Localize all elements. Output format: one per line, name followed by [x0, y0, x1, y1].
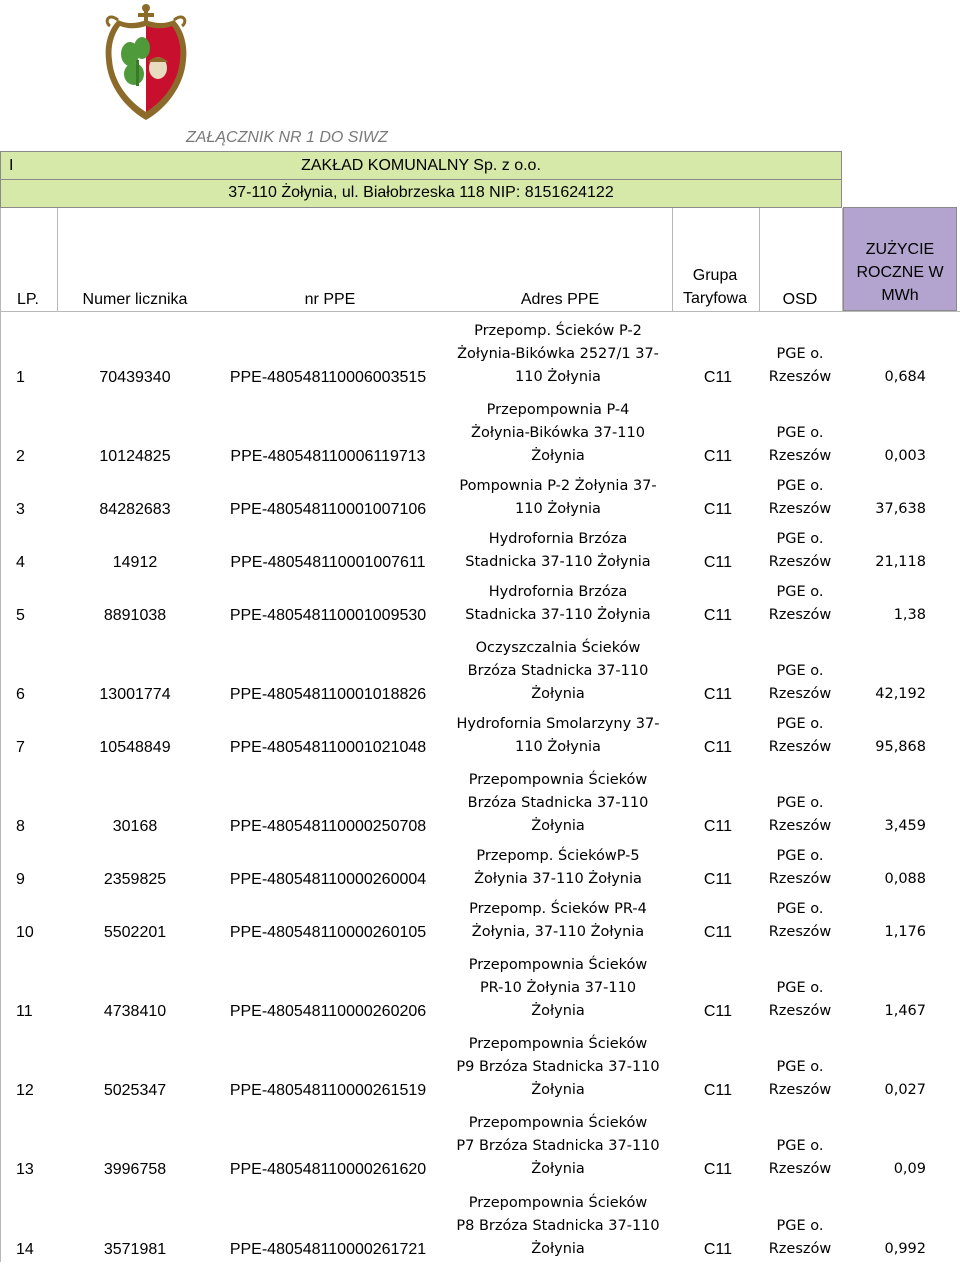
row-osd-line: Rzeszów: [768, 818, 832, 834]
row-lp: 6: [16, 686, 25, 703]
row-address-line: P9 Brzóza Stadnicka 37-110: [456, 1059, 660, 1075]
row-address-line: Żołynia-Bikówka 2527/1 37-: [457, 346, 659, 362]
section-number: I: [9, 157, 14, 174]
row-address-line: Żołynia: [531, 1241, 585, 1257]
row-osd-line: PGE o.: [776, 848, 824, 864]
row-address-line: Przepompownia Ścieków: [468, 1036, 648, 1052]
row-address-line: 110 Żołynia: [515, 501, 601, 517]
row-address-line: Przepomp. Ścieków P-2: [474, 323, 642, 339]
row-usage: 0,027: [884, 1082, 926, 1098]
row-meter-number: 8891038: [103, 607, 167, 624]
row-address-line: PR-10 Żołynia 37-110: [479, 980, 637, 996]
row-osd: [760, 1215, 840, 1261]
row-address-line: Żołynia: [531, 686, 585, 702]
row-lp: 5: [16, 607, 25, 624]
row-lp: 10: [16, 924, 34, 941]
row-meter-number: 14912: [112, 554, 158, 571]
row-address-line: Przepompownia Ścieków: [468, 957, 648, 973]
row-lp: 11: [16, 1003, 33, 1020]
row-ppe-number: PPE-480548110001021048: [229, 739, 427, 756]
row-meter-number: 3996758: [103, 1161, 167, 1178]
row-tariff: C11: [703, 448, 732, 465]
row-lp: 9: [16, 871, 25, 888]
row-usage: 95,868: [875, 739, 926, 755]
row-osd-line: PGE o.: [776, 1059, 824, 1075]
row-address-line: Stadnicka 37-110 Żołynia: [465, 607, 651, 623]
row-osd-line: Rzeszów: [768, 1003, 832, 1019]
row-usage: 0,003: [884, 448, 926, 464]
row-ppe-number: PPE-480548110000261620: [229, 1161, 427, 1178]
col-usage-line2: ROCZNE W: [856, 264, 944, 281]
row-lp: 14: [16, 1241, 34, 1258]
row-osd-line: PGE o.: [776, 980, 824, 996]
row-osd-line: Rzeszów: [768, 501, 832, 517]
row-ppe-number: PPE-480548110000260004: [229, 871, 427, 888]
row-osd-line: PGE o.: [776, 716, 824, 732]
row-tariff: C11: [703, 1241, 732, 1258]
row-osd-line: Rzeszów: [768, 871, 832, 887]
row-address-line: Przepomp. Ścieków PR-4: [469, 901, 647, 917]
row-osd-line: Rzeszów: [768, 1161, 832, 1177]
row-usage: 1,467: [884, 1003, 926, 1019]
row-osd-line: Rzeszów: [768, 686, 832, 702]
col-tariff-line2: Taryfowa: [682, 290, 748, 307]
row-tariff: C11: [703, 369, 732, 386]
row-tariff: C11: [703, 686, 732, 703]
row-usage: 1,176: [884, 924, 926, 940]
row-tariff: C11: [703, 607, 732, 624]
col-usage-line3: MWh: [881, 287, 919, 304]
col-meter: Numer licznika: [82, 291, 188, 308]
row-osd-line: PGE o.: [776, 346, 824, 362]
row-address-line: Żołynia: [531, 448, 585, 464]
row-ppe-number: PPE-480548110001009530: [229, 607, 427, 624]
row-usage: 37,638: [875, 501, 926, 517]
row-address-line: Przepompownia Ścieków: [468, 1195, 648, 1211]
row-address-line: Żołynia-Bikówka 37-110: [471, 425, 645, 441]
row-tariff: C11: [703, 1082, 732, 1099]
row-meter-number: 2359825: [103, 871, 167, 888]
row-address-line: Brzóza Stadnicka 37-110: [467, 663, 649, 679]
row-address-line: Stadnicka 37-110 Żołynia: [465, 554, 651, 570]
row-tariff: C11: [703, 554, 732, 571]
row-address-line: Przepompownia P-4: [486, 402, 630, 418]
row-meter-number: 5025347: [103, 1082, 167, 1099]
row-osd-line: Rzeszów: [768, 448, 832, 464]
row-meter-number: 3571981: [103, 1241, 167, 1258]
row-address-line: Brzóza Stadnicka 37-110: [467, 795, 649, 811]
row-ppe-number: PPE-480548110001007611: [230, 554, 426, 571]
row-osd-line: PGE o.: [776, 663, 824, 679]
row-ppe-number: PPE-480548110000260206: [229, 1003, 427, 1020]
row-usage: 0,088: [884, 871, 926, 887]
row-address-line: P8 Brzóza Stadnicka 37-110: [456, 1218, 660, 1234]
row-lp: 2: [16, 448, 25, 465]
row-meter-number: 10124825: [99, 448, 171, 465]
row-osd-line: Rzeszów: [768, 607, 832, 623]
col-address: Adres PPE: [520, 291, 600, 308]
row-lp: 1: [16, 369, 25, 386]
row-meter-number: 84282683: [99, 501, 171, 518]
company-address: 37-110 Żołynia, ul. Białobrzeska 118 NIP: 8151624122: [228, 184, 614, 201]
row-ppe-number: PPE-480548110001007106: [229, 501, 427, 518]
row-tariff: C11: [703, 871, 732, 888]
row-usage: 3,459: [884, 818, 926, 834]
row-address-line: 110 Żołynia: [515, 739, 601, 755]
row-meter-number: 10548849: [99, 739, 171, 756]
row-address-line: Żołynia: [531, 1082, 585, 1098]
row-ppe-number: PPE-480548110006119713: [230, 448, 426, 465]
row-tariff: C11: [703, 739, 732, 756]
row-address-line: Oczyszczalnia Ścieków: [475, 640, 641, 656]
row-osd-line: PGE o.: [776, 1218, 824, 1234]
row-ppe-number: PPE-480548110000261721: [229, 1241, 427, 1258]
col-ppe: nr PPE: [304, 291, 356, 308]
col-lp: LP.: [17, 291, 39, 308]
row-meter-number: 30168: [112, 818, 158, 835]
row-usage: 0,09: [893, 1161, 926, 1177]
row-meter-number: 5502201: [103, 924, 167, 941]
row-tariff: C11: [703, 924, 732, 941]
row-osd-line: PGE o.: [776, 425, 824, 441]
col-tariff-line1: Grupa: [692, 267, 738, 284]
row-osd-line: PGE o.: [776, 901, 824, 917]
row-ppe-number: PPE-480548110006003515: [229, 369, 427, 386]
row-address-line: Hydrofornia Brzóza: [488, 531, 628, 547]
row-address-line: Hydrofornia Smolarzyny 37-: [456, 716, 660, 732]
row-ppe-number: PPE-480548110000260105: [229, 924, 427, 941]
row-address-line: Przepompownia Ścieków: [468, 772, 648, 788]
row-lp: 4: [16, 554, 25, 571]
row-address-line: 110 Żołynia: [515, 369, 601, 385]
row-osd-line: Rzeszów: [768, 1082, 832, 1098]
row-osd-line: PGE o.: [776, 795, 824, 811]
row-lp: 3: [16, 501, 25, 518]
row-osd-line: Rzeszów: [768, 554, 832, 570]
row-meter-number: 13001774: [99, 686, 171, 703]
row-usage: 1,38: [893, 607, 926, 623]
annex-title: ZAŁĄCZNIK NR 1 DO SIWZ: [186, 129, 388, 146]
row-meter-number: 70439340: [99, 369, 171, 386]
row-osd-line: Rzeszów: [768, 1241, 832, 1257]
row-meter-number: 4738410: [103, 1003, 167, 1020]
row-address: [446, 1192, 670, 1261]
row-tariff: C11: [703, 1161, 732, 1178]
row-osd-line: PGE o.: [776, 1138, 824, 1154]
row-ppe-number: PPE-480548110000250708: [229, 818, 427, 835]
company-name: ZAKŁAD KOMUNALNY Sp. z o.o.: [301, 157, 541, 174]
row-tariff: C11: [703, 818, 732, 835]
row-lp: 7: [16, 739, 25, 756]
row-address-line: Przepompownia Ścieków: [468, 1115, 648, 1131]
row-lp: 13: [16, 1161, 34, 1178]
row-usage: 0,684: [884, 369, 926, 385]
row-address-line: Przepomp. ŚciekówP-5: [476, 848, 640, 864]
row-address-line: Hydrofornia Brzóza: [488, 584, 628, 600]
row-address-line: Pompownia P-2 Żołynia 37-: [459, 478, 657, 494]
col-usage-line1: ZUŻYCIE: [865, 241, 935, 258]
row-address-line: P7 Brzóza Stadnicka 37-110: [456, 1138, 660, 1154]
row-address-line: Żołynia: [531, 818, 585, 834]
row-osd-line: PGE o.: [776, 478, 824, 494]
row-address-line: Żołynia: [531, 1161, 585, 1177]
row-ppe-number: PPE-480548110001018826: [229, 686, 427, 703]
row-address-line: Żołynia: [531, 1003, 585, 1019]
row-usage: 0,992: [884, 1241, 926, 1257]
row-lp: 12: [16, 1082, 34, 1099]
row-tariff: C11: [703, 501, 732, 518]
col-osd: OSD: [782, 291, 818, 308]
row-ppe-number: PPE-480548110000261519: [229, 1082, 427, 1099]
row-osd-line: Rzeszów: [768, 369, 832, 385]
row-osd-line: PGE o.: [776, 584, 824, 600]
row-address-line: Żołynia 37-110 Żołynia: [474, 871, 642, 887]
row-osd-line: Rzeszów: [768, 739, 832, 755]
row-usage: 42,192: [875, 686, 926, 702]
row-osd-line: Rzeszów: [768, 924, 832, 940]
row-tariff: C11: [703, 1003, 732, 1020]
row-usage: 21,118: [875, 554, 926, 570]
row-address-line: Żołynia, 37-110 Żołynia: [471, 924, 645, 940]
row-osd-line: PGE o.: [776, 531, 824, 547]
row-lp: 8: [16, 818, 25, 835]
